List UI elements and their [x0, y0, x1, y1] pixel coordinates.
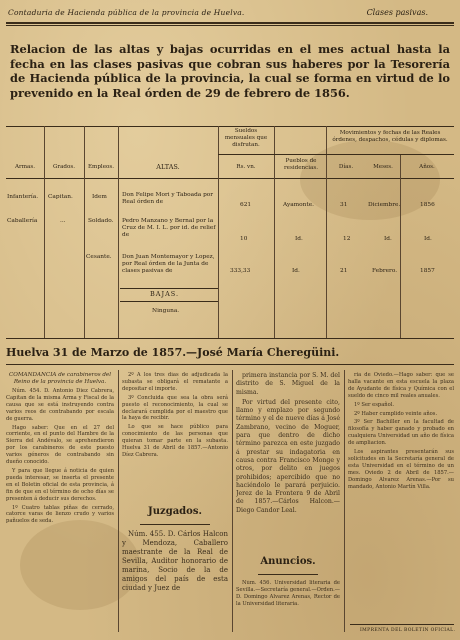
col-divider: [400, 154, 401, 338]
column-1: [6, 372, 114, 634]
column-divider: [118, 370, 119, 632]
column-divider: [344, 370, 345, 632]
header-right: Clases pasivas.: [366, 8, 428, 17]
paragraph: 1º Ser español.: [354, 401, 395, 408]
cell-pueblo: Id.: [295, 236, 303, 242]
column-2-top: [122, 372, 228, 498]
column-3-top: [236, 372, 340, 548]
cell-alta: Don Juan Montemayor y Lopez, por Real órden de la Junta de clases pasivas de: [122, 254, 215, 274]
cell-mes: Febrero.: [372, 268, 398, 274]
cell-mes: Id.: [384, 236, 392, 242]
cell-rs: 333,33: [230, 268, 251, 274]
table-top-rule: [6, 126, 454, 127]
cell-pueblo: Id.: [292, 268, 300, 274]
cell-rs: 10: [240, 236, 248, 242]
table-header-rule: [6, 178, 454, 179]
paragraph: Lo que se hace público para conocimiento de las personas que quieran tomar parte en la subasta. Huelva 31 de Abril de 1857.—Antonio Díez Cabrera.: [122, 424, 228, 458]
cell-ano: 1857: [420, 268, 435, 274]
paragraph: Y para que llegue á noticia de quien pueda interesar, se inserta el presente en el Boletin oficial de esta provincia, á fin de que en el término de ocho días se presenten á deducir sus derechos.: [6, 467, 114, 502]
paragraph: 3º Ser Bachiller en la facultad de filosofía y haber ganado y probado en cualquiera Universidad un año de física de ampliacion.: [348, 419, 454, 447]
section-anuncios: Anuncios.: [260, 556, 316, 567]
paragraph: Hago saber: Que en el 27 del corriente, en el punto del Hambre de la Sierra del Andévalo, se aprehendieron por los carabineros de este puesto varios géneros de contrabando sin dueño conocido.: [6, 424, 114, 466]
header-sueldos: Sueldos mensuales que disfrutan.: [224, 128, 268, 148]
paragraph: Núm. 456. Universidad literaria de Sevilla.—Secretaría general.—Orden.—D. Domingo Alvarez Arenas, Rector de la Universidad literaria.: [236, 580, 340, 607]
cell-ano: 1856: [420, 202, 435, 208]
col-divider: [218, 126, 219, 338]
header-grados: Grados.: [52, 164, 76, 170]
table-bottom-rule: [6, 338, 454, 339]
sub-header-rule: [218, 154, 454, 155]
paragraph: Núm. 455. D. Cárlos Halcon y Mendoza, Caballero maestrante de la Real de Sevilla, Auditor honorario de marina, Socio de la de amigos del país de esta ciudad y Juez de: [122, 530, 228, 592]
section-juzgados: Juzgados.: [148, 506, 202, 517]
column-divider: [232, 370, 233, 632]
cell-grado: ...: [60, 218, 66, 224]
col-divider: [84, 126, 85, 338]
header-rule: [6, 22, 454, 24]
bajas-rule: [120, 288, 218, 289]
cell-mes: Diciembre.: [368, 202, 401, 208]
header-empleos: Empleos.: [87, 164, 115, 170]
bajas-label: BAJAS.: [150, 290, 180, 298]
header-rs-vn: Rs. vn.: [236, 164, 256, 170]
col-divider: [44, 126, 45, 338]
header-movimientos: Movimientos y fechas de las Reales órdenes, despachos, cédulas y diplomas.: [332, 130, 448, 143]
paragraph: 1º Cuatro tablas piñas de cerrado, catorce varas de lienzo crudo y varios pañuelos de seda.: [6, 504, 114, 525]
signature-rule: [6, 364, 454, 365]
header-anos: Años.: [419, 164, 435, 170]
header-pueblos: Pueblos de residencias.: [283, 158, 319, 171]
signature-line: Huelva 31 de Marzo de 1857.—José María Cheregüini.: [6, 346, 340, 359]
cell-empleo: Idem: [92, 194, 107, 200]
cell-rs: 621: [240, 202, 252, 208]
section-rule: [140, 524, 210, 525]
imprint-footer: IMPRENTA DEL BOLETIN OFICIAL.: [360, 628, 456, 633]
header-dias: Días.: [338, 164, 354, 170]
column-heading: COMANDANCIA de carabineros del Reino de la provincia de Huelva.: [8, 372, 112, 385]
footer-rule: [350, 624, 454, 625]
header-altas: ALTAS.: [156, 163, 180, 171]
cell-alta: Don Felipe Mori y Taboada por Real órden de: [122, 192, 214, 205]
paragraph: Por virtud del presente cito, llamo y emplazo por segundo término y el de nueve días á José Zambrano, vecino de Moguer, para que dentro de dicho término parezca en este juzgado á prestar su indagatoria en causa contra Francisco Monge y otros, por delito en juegos prohibidos; apercibido que no haciéndolo le parará perjuicio. Jerez de la Frontera 9 de Abril de 1857.—Cárlos Halcon.—Diego Candor Leal.: [236, 398, 340, 514]
page-title: Relacion de las altas y bajas ocurridas en el mes actual hasta la fecha en las clases pasivas que cobran sus haberes por la Tesorería de Hacienda pública de la provincia, la cual se forma en virtud de lo prevenido en la Real órden de 29 de febrero de 1856.: [10, 42, 450, 100]
cell-arma: Caballería: [7, 218, 38, 224]
column-2-bottom: [122, 530, 228, 634]
header-armas: Armas.: [14, 164, 35, 170]
header-meses: Meses.: [373, 164, 393, 170]
cell-dia: 31: [340, 202, 348, 208]
header-left: Contaduria de Hacienda pública de la provincia de Huelva.: [8, 8, 245, 17]
paragraph: 2º A los tres días de adjudicada la subasta se obligará el rematante a depositar el importe.: [122, 372, 228, 392]
cell-empleo: Cesante.: [86, 254, 112, 260]
paragraph: 2º Haber cumplido veinte años.: [354, 410, 438, 417]
col-divider: [274, 126, 275, 338]
col-divider: [118, 126, 119, 338]
paragraph: Núm. 454. D. Antonio Diez Cabrera, Capitan de la misma Arma y Fiscal de la causa que se está instruyendo contra varios reos de contrabando por escala de guerra.: [6, 388, 114, 422]
cell-alta: Pedro Manzano y Bernal por la Cruz de M. I. L. por id. de relief de: [122, 218, 216, 238]
cell-ano: Id.: [424, 236, 432, 242]
col-divider: [326, 126, 327, 338]
cell-dia: 21: [340, 268, 348, 274]
cell-dia: 12: [343, 236, 351, 242]
bajas-rule: [120, 301, 218, 302]
column-4: [348, 372, 454, 622]
cell-grado: Capitan.: [48, 194, 73, 200]
paragraph: primera instancia por S. M. del distrito de S. Miguel de la misma.: [236, 372, 340, 396]
paragraph: ria de Oviedo.—Hago saber: que se halla vacante en esta escuela la plaza de Ayudante de física y Química con el sueldo de cinco mil reales anuales.: [348, 372, 454, 399]
bajas-value: Ninguna.: [152, 308, 180, 314]
cell-pueblo: Ayamonte.: [283, 202, 315, 208]
column-3-bottom: [236, 580, 340, 634]
cell-empleo: Soldado.: [88, 218, 114, 224]
cell-arma: Infantería.: [7, 194, 39, 200]
paragraph: 3º Concluida que sea la obra será puesto el reconocimiento, la cual se declarará cumplida por el maestro que la haya de recibir.: [122, 394, 228, 422]
section-rule: [258, 574, 318, 575]
paragraph: Los aspirantes presentarán sus solicitudes en la Secretaría general de esta Universidad en el término de un mes. Oviedo 2 de Abril de 1857.—Domingo Alvarez Arenas.—Por su mandado, Antonio Martín Villa.: [348, 449, 454, 490]
header-rule-thin: [6, 25, 454, 26]
